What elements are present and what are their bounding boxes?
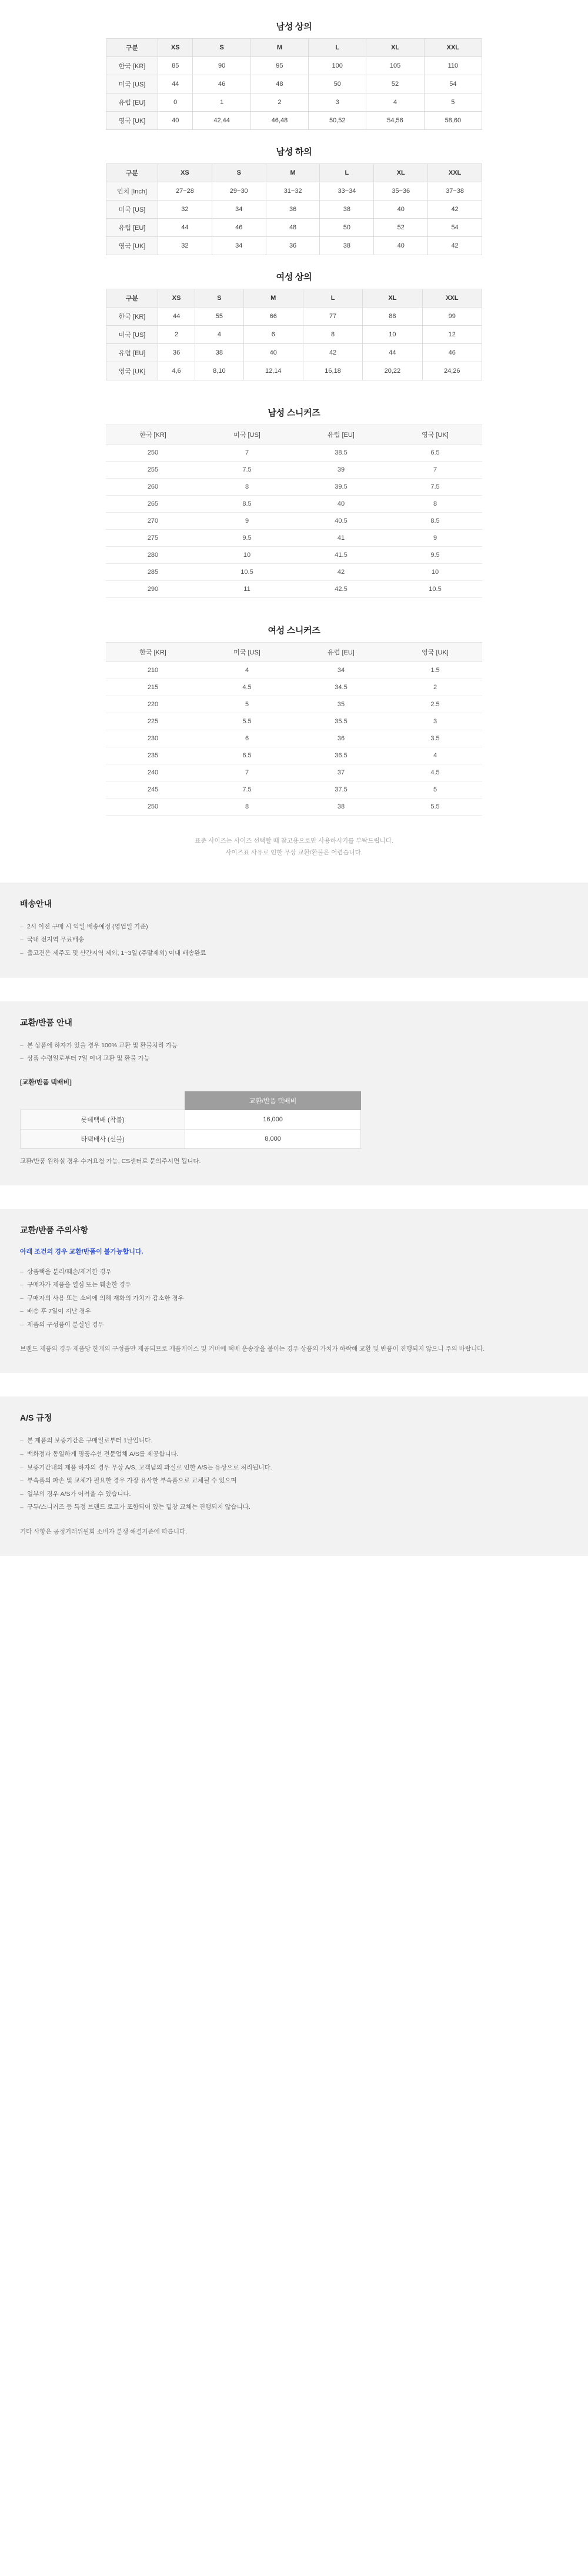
row-label: 영국 [UK] [106, 237, 158, 255]
table-row [106, 496, 482, 513]
cell: 255 [106, 462, 200, 479]
table-row [106, 344, 482, 362]
cell: 46 [212, 219, 266, 237]
cell: 50,52 [309, 112, 366, 130]
list-item: – 출고건은 제주도 및 산간지역 제외, 1~3일 (주말제외) 이내 배송완료 [20, 947, 568, 960]
table-row [106, 747, 482, 764]
cell: 4.5 [388, 764, 482, 781]
cell: 58,60 [424, 112, 482, 130]
col-header: XXL [422, 289, 482, 308]
table-row [21, 1110, 361, 1129]
row-label: 미국 [US] [106, 326, 158, 344]
list-item: – 2시 이전 구매 시 익일 배송예정 (영업일 기준) [20, 920, 568, 934]
col-header: M [266, 164, 320, 182]
cell: 2 [158, 326, 195, 344]
cell: 32 [158, 201, 212, 219]
table-row [106, 462, 482, 479]
cell: 27~28 [158, 182, 212, 201]
table-row [106, 182, 482, 201]
list-item: – 국내 전지역 무료배송 [20, 933, 568, 947]
cell: 260 [106, 479, 200, 496]
col-header: XS [158, 164, 212, 182]
col-header: 교환/반품 택배비 [185, 1091, 361, 1110]
cell: 275 [106, 530, 200, 547]
exchange-panel [0, 1001, 588, 1185]
cell: 10 [388, 564, 482, 581]
cell: 66 [243, 308, 303, 326]
cell: 36 [294, 730, 388, 747]
cell: 20,22 [363, 362, 422, 380]
cell: 44 [363, 344, 422, 362]
row-label: 미국 [US] [106, 201, 158, 219]
col-header: 구분 [106, 164, 158, 182]
cell: 42 [303, 344, 362, 362]
cell: 46 [422, 344, 482, 362]
cell: 46,48 [250, 112, 308, 130]
cell: 36 [266, 201, 320, 219]
table-row [106, 445, 482, 462]
table-row [106, 530, 482, 547]
cell: 16,000 [185, 1110, 361, 1129]
cell: 4,6 [158, 362, 195, 380]
col-header: 유럽 [EU] [294, 425, 388, 445]
cell: 42.5 [294, 581, 388, 598]
cell: 250 [106, 798, 200, 816]
cell: 2 [388, 679, 482, 696]
cell: 5 [388, 781, 482, 798]
cell: 285 [106, 564, 200, 581]
col-header: 유럽 [EU] [294, 643, 388, 662]
col-header-blank [21, 1091, 185, 1110]
cell: 99 [422, 308, 482, 326]
caution-panel [0, 1209, 588, 1374]
col-header: XXL [424, 39, 482, 57]
cell: 7.5 [200, 462, 294, 479]
cell: 42 [294, 564, 388, 581]
cell: 8.5 [200, 496, 294, 513]
cell: 46 [193, 75, 250, 93]
list-item: – 본 제품의 보증기간은 구매일로부터 1날입니다. [20, 1434, 568, 1448]
cell: 4 [200, 662, 294, 679]
col-header: 미국 [US] [200, 425, 294, 445]
cell: 39 [294, 462, 388, 479]
cell: 215 [106, 679, 200, 696]
cell: 230 [106, 730, 200, 747]
size-disclaimer [0, 836, 588, 859]
cell: 8 [303, 326, 362, 344]
cell: 2.5 [388, 696, 482, 713]
cell: 290 [106, 581, 200, 598]
cell: 6 [200, 730, 294, 747]
table-row [106, 798, 482, 816]
cell: 90 [193, 57, 250, 75]
cell: 52 [366, 75, 424, 93]
list-item: – 구매자의 사용 또는 소비에 의해 재화의 가치가 감소한 경우 [20, 1292, 568, 1305]
cell: 2 [250, 93, 308, 112]
table-row [106, 112, 482, 130]
cell: 29~30 [212, 182, 266, 201]
cell: 38 [294, 798, 388, 816]
table-row [106, 75, 482, 93]
table-women-top [106, 289, 482, 380]
table-row [21, 1129, 361, 1148]
cell: 35 [294, 696, 388, 713]
table-row [106, 547, 482, 564]
row-label: 한국 [KR] [106, 308, 158, 326]
col-header: XS [158, 289, 195, 308]
cell: 10 [200, 547, 294, 564]
shipping-title: 배송안내 [20, 898, 52, 908]
cell: 40 [158, 112, 193, 130]
cell: 8 [388, 496, 482, 513]
cell: 38 [320, 237, 374, 255]
exchange-list [20, 1039, 568, 1065]
cell: 38 [195, 344, 243, 362]
caution-list [20, 1265, 568, 1332]
table-row [106, 201, 482, 219]
cell: 16,18 [303, 362, 362, 380]
cell: 8,10 [195, 362, 243, 380]
list-item: – 일부의 경우 A/S가 어려울 수 있습니다. [20, 1488, 568, 1501]
row-label: 롯데택배 (착불) [21, 1110, 185, 1129]
cell: 95 [250, 57, 308, 75]
col-header: XL [366, 39, 424, 57]
section-title-women-sneakers: 여성 스니커즈 [268, 626, 320, 636]
caution-title: 교환/반품 주의사항 [20, 1225, 88, 1235]
shipping-panel [0, 883, 588, 978]
shipping-list [20, 920, 568, 960]
table-header-row [106, 289, 482, 308]
cell: 240 [106, 764, 200, 781]
cell: 48 [250, 75, 308, 93]
list-item: – 구매자가 제품을 열심 또는 훼손한 경우 [20, 1278, 568, 1292]
list-item: – 배송 후 7일이 지난 경우 [20, 1305, 568, 1318]
as-list [20, 1434, 568, 1513]
cell: 44 [158, 219, 212, 237]
row-label: 영국 [UK] [106, 112, 158, 130]
cell: 41.5 [294, 547, 388, 564]
col-header: XXL [428, 164, 482, 182]
table-header-row [21, 1091, 361, 1110]
table-men-bottom [106, 163, 482, 255]
cell: 6.5 [388, 445, 482, 462]
col-header: M [250, 39, 308, 57]
cell: 34 [294, 662, 388, 679]
as-footer: 기타 사항은 공정거래위원회 소비자 분쟁 해결기준에 따릅니다. [20, 1528, 188, 1535]
table-row [106, 713, 482, 730]
col-header: 영국 [UK] [388, 425, 482, 445]
cell: 3 [309, 93, 366, 112]
cell: 42 [428, 201, 482, 219]
cell: 11 [200, 581, 294, 598]
col-header: 구분 [106, 39, 158, 57]
cell: 34 [212, 201, 266, 219]
cell: 12 [422, 326, 482, 344]
cell: 38.5 [294, 445, 388, 462]
table-row [106, 308, 482, 326]
cell: 36 [158, 344, 195, 362]
fee-section-label: [교환/반품 택배비] [20, 1078, 72, 1086]
cell: 245 [106, 781, 200, 798]
col-header: 한국 [KR] [106, 425, 200, 445]
cell: 4 [366, 93, 424, 112]
table-row [106, 362, 482, 380]
size-disclaimer-line1: 표준 사이즈는 사이즈 선택할 때 참고용으로만 사용하시기를 부탁드립니다. [195, 837, 393, 844]
table-row [106, 662, 482, 679]
cell: 4 [388, 747, 482, 764]
cell: 5.5 [388, 798, 482, 816]
table-row [106, 581, 482, 598]
table-header-row [106, 164, 482, 182]
cell: 8 [200, 798, 294, 816]
row-label: 타택배사 (선불) [21, 1129, 185, 1148]
cell: 44 [158, 308, 195, 326]
section-title-men-bottom: 남성 하의 [276, 147, 312, 157]
cell: 85 [158, 57, 193, 75]
cell: 3 [388, 713, 482, 730]
cell: 7 [388, 462, 482, 479]
cell: 36.5 [294, 747, 388, 764]
list-item: – 상품 수령일로부터 7일 이내 교환 및 환불 가능 [20, 1052, 568, 1065]
table-exchange-fee [20, 1091, 361, 1149]
cell: 88 [363, 308, 422, 326]
cell: 42,44 [193, 112, 250, 130]
cell: 54 [428, 219, 482, 237]
table-row [106, 513, 482, 530]
col-header: L [320, 164, 374, 182]
table-women-sneakers [106, 642, 482, 816]
col-header: XS [158, 39, 193, 57]
fee-note: 교환/반품 원하실 경우 수거요청 가능, CS센터로 문의주시면 됩니다. [20, 1157, 201, 1165]
list-item: – 본 상품에 하자가 있을 경우 100% 교환 및 환불처리 가능 [20, 1039, 568, 1053]
row-label: 유럽 [EU] [106, 344, 158, 362]
list-item: – 부속품의 파손 및 교체가 필요한 경우 가장 유사한 부속품으로 교체될 수 있으며 [20, 1474, 568, 1488]
row-label: 영국 [UK] [106, 362, 158, 380]
list-item: – 보증기간내의 제품 하자의 경우 무상 A/S, 고객님의 과실로 인한 A/S는 유상으로 처리됩니다. [20, 1461, 568, 1475]
cell: 8,000 [185, 1129, 361, 1148]
cell: 12,14 [243, 362, 303, 380]
cell: 9 [388, 530, 482, 547]
col-header: S [193, 39, 250, 57]
section-title-women-top: 여성 상의 [276, 272, 312, 282]
table-row [106, 93, 482, 112]
cell: 210 [106, 662, 200, 679]
cell: 44 [158, 75, 193, 93]
cell: 40 [243, 344, 303, 362]
table-row [106, 564, 482, 581]
cell: 40 [294, 496, 388, 513]
cell: 37.5 [294, 781, 388, 798]
table-row [106, 479, 482, 496]
row-label: 인치 [Inch] [106, 182, 158, 201]
cell: 105 [366, 57, 424, 75]
caution-paragraph: 브랜드 제품의 경우 제품당 한개의 구성품만 제공되므로 제품케이스 및 커버에 택배 운송장을 붙이는 경우 상품의 가치가 하락해 교환 및 반품이 진행되지 않으니 주의 바랍니다. [20, 1345, 485, 1353]
cell: 77 [303, 308, 362, 326]
table-row [106, 219, 482, 237]
table-header-row [106, 425, 482, 445]
col-header: 구분 [106, 289, 158, 308]
cell: 9.5 [388, 547, 482, 564]
cell: 7.5 [200, 781, 294, 798]
table-row [106, 764, 482, 781]
cell: 41 [294, 530, 388, 547]
col-header: XL [374, 164, 428, 182]
row-label: 미국 [US] [106, 75, 158, 93]
table-row [106, 237, 482, 255]
col-header: XL [363, 289, 422, 308]
cell: 4.5 [200, 679, 294, 696]
cell: 39.5 [294, 479, 388, 496]
cell: 38 [320, 201, 374, 219]
cell: 7 [200, 445, 294, 462]
cell: 34.5 [294, 679, 388, 696]
table-row [106, 679, 482, 696]
cell: 9 [200, 513, 294, 530]
list-item: – 제품의 구성품이 분실된 경우 [20, 1318, 568, 1332]
row-label: 한국 [KR] [106, 57, 158, 75]
cell: 36 [266, 237, 320, 255]
col-header: S [212, 164, 266, 182]
cell: 37 [294, 764, 388, 781]
cell: 1.5 [388, 662, 482, 679]
cell: 3.5 [388, 730, 482, 747]
cell: 40 [374, 201, 428, 219]
list-item: – 백화점과 동일하게 명품수선 전문업체 A/S를 제공합니다. [20, 1448, 568, 1461]
cell: 42 [428, 237, 482, 255]
table-row [106, 326, 482, 344]
cell: 100 [309, 57, 366, 75]
cell: 1 [193, 93, 250, 112]
table-header-row [106, 643, 482, 662]
cell: 40.5 [294, 513, 388, 530]
col-header: 영국 [UK] [388, 643, 482, 662]
table-men-top [106, 38, 482, 130]
section-title-men-sneakers: 남성 스니커즈 [268, 408, 320, 418]
cell: 0 [158, 93, 193, 112]
cell: 220 [106, 696, 200, 713]
cell: 10.5 [388, 581, 482, 598]
cell: 35~36 [374, 182, 428, 201]
size-disclaimer-line2: 사이즈표 사유로 인한 무상 교환/환불은 어렵습니다. [225, 848, 363, 856]
cell: 270 [106, 513, 200, 530]
cell: 8.5 [388, 513, 482, 530]
cell: 9.5 [200, 530, 294, 547]
list-item: – 상품택을 분리/훼손/제거한 경우 [20, 1265, 568, 1279]
cell: 34 [212, 237, 266, 255]
col-header: L [303, 289, 362, 308]
cell: 280 [106, 547, 200, 564]
section-title-men-top: 남성 상의 [276, 22, 312, 32]
cell: 4 [195, 326, 243, 344]
cell: 10 [363, 326, 422, 344]
cell: 6.5 [200, 747, 294, 764]
cell: 40 [374, 237, 428, 255]
cell: 110 [424, 57, 482, 75]
table-men-sneakers [106, 425, 482, 598]
cell: 7.5 [388, 479, 482, 496]
cell: 24,26 [422, 362, 482, 380]
as-panel [0, 1396, 588, 1555]
row-label: 유럽 [EU] [106, 93, 158, 112]
cell: 250 [106, 445, 200, 462]
cell: 48 [266, 219, 320, 237]
cell: 7 [200, 764, 294, 781]
cell: 5 [424, 93, 482, 112]
cell: 265 [106, 496, 200, 513]
cell: 31~32 [266, 182, 320, 201]
exchange-title: 교환/반품 안내 [20, 1017, 72, 1027]
col-header: 미국 [US] [200, 643, 294, 662]
cell: 55 [195, 308, 243, 326]
cell: 225 [106, 713, 200, 730]
col-header: M [243, 289, 303, 308]
table-row [106, 730, 482, 747]
cell: 6 [243, 326, 303, 344]
col-header: S [195, 289, 243, 308]
row-label: 유럽 [EU] [106, 219, 158, 237]
cell: 5.5 [200, 713, 294, 730]
cell: 235 [106, 747, 200, 764]
cell: 50 [309, 75, 366, 93]
cell: 35.5 [294, 713, 388, 730]
cell: 10.5 [200, 564, 294, 581]
cell: 8 [200, 479, 294, 496]
cell: 50 [320, 219, 374, 237]
table-row [106, 781, 482, 798]
cell: 52 [374, 219, 428, 237]
table-header-row [106, 39, 482, 57]
cell: 37~38 [428, 182, 482, 201]
table-row [106, 696, 482, 713]
col-header: L [309, 39, 366, 57]
cell: 32 [158, 237, 212, 255]
col-header: 한국 [KR] [106, 643, 200, 662]
cell: 33~34 [320, 182, 374, 201]
cell: 54,56 [366, 112, 424, 130]
cell: 54 [424, 75, 482, 93]
list-item: – 구두/스니커즈 등 특정 브랜드 로고가 포함되어 있는 밑창 교체는 진행되지 않습니다. [20, 1501, 568, 1514]
table-row [106, 57, 482, 75]
cell: 5 [200, 696, 294, 713]
caution-warning: 아래 조건의 경우 교환/반품이 불가능합니다. [20, 1248, 143, 1255]
as-title: A/S 규정 [20, 1413, 52, 1423]
